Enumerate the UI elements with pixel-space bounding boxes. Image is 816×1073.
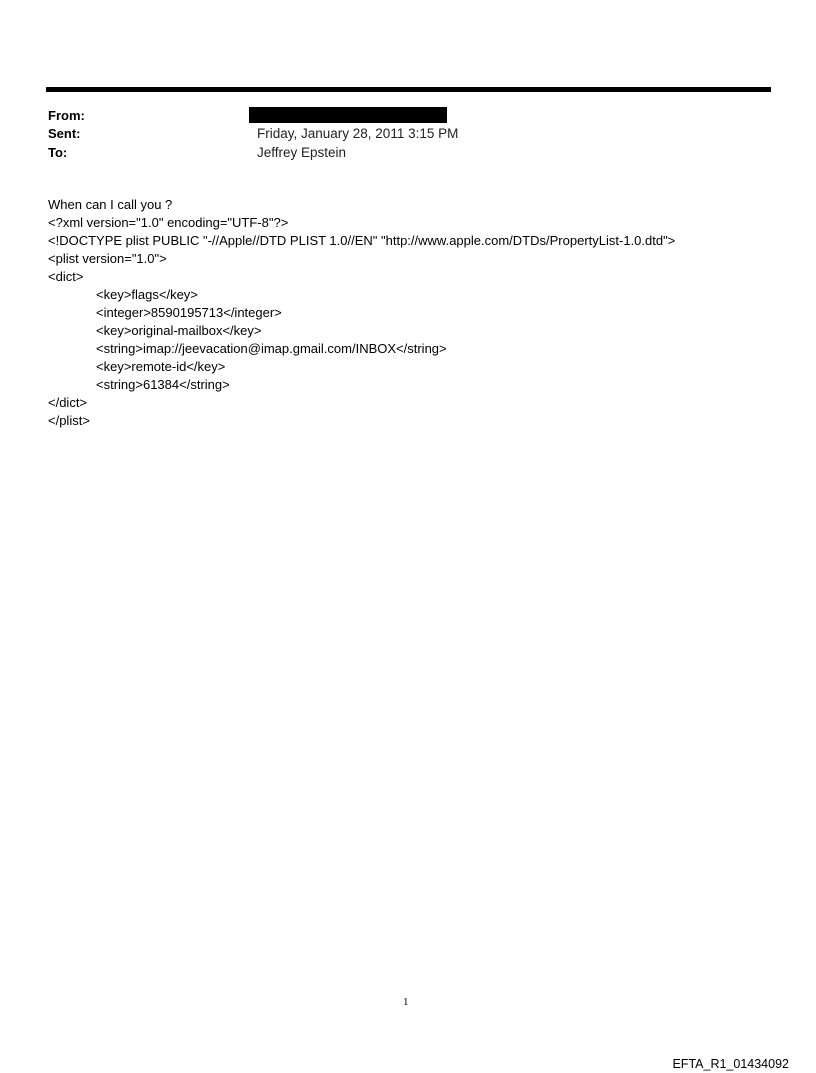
body-line: <dict> xyxy=(48,269,84,284)
body-line: </plist> xyxy=(48,413,90,428)
header-rule xyxy=(46,87,771,92)
body-line: <key>original-mailbox</key> xyxy=(96,323,262,338)
body-line: <!DOCTYPE plist PUBLIC "-//Apple//DTD PLIST 1.0//EN" "http://www.apple.com/DTDs/PropertyList-1.0.dtd"> xyxy=(48,233,676,248)
from-label: From: xyxy=(48,108,85,123)
body-line: <string>61384</string> xyxy=(96,377,230,392)
body-line: <key>flags</key> xyxy=(96,287,198,302)
bates-number: EFTA_R1_01434092 xyxy=(672,1057,789,1071)
body-line: </dict> xyxy=(48,395,88,410)
page-number: 1 xyxy=(403,996,409,1008)
body-line: When can I call you ? xyxy=(48,197,173,212)
from-redaction xyxy=(249,107,447,123)
sent-label: Sent: xyxy=(48,126,81,141)
to-label: To: xyxy=(48,145,68,160)
body-line: <?xml version="1.0" encoding="UTF-8"?> xyxy=(48,215,289,230)
body-line: <key>remote-id</key> xyxy=(96,359,226,374)
body-line: <plist version="1.0"> xyxy=(48,251,167,266)
to-value: Jeffrey Epstein xyxy=(257,145,347,160)
message-body xyxy=(48,196,788,430)
body-line: <integer>8590195713</integer> xyxy=(96,305,282,320)
sent-value: Friday, January 28, 2011 3:15 PM xyxy=(257,126,459,141)
body-line: <string>imap://jeevacation@imap.gmail.com/INBOX</string> xyxy=(96,341,447,356)
